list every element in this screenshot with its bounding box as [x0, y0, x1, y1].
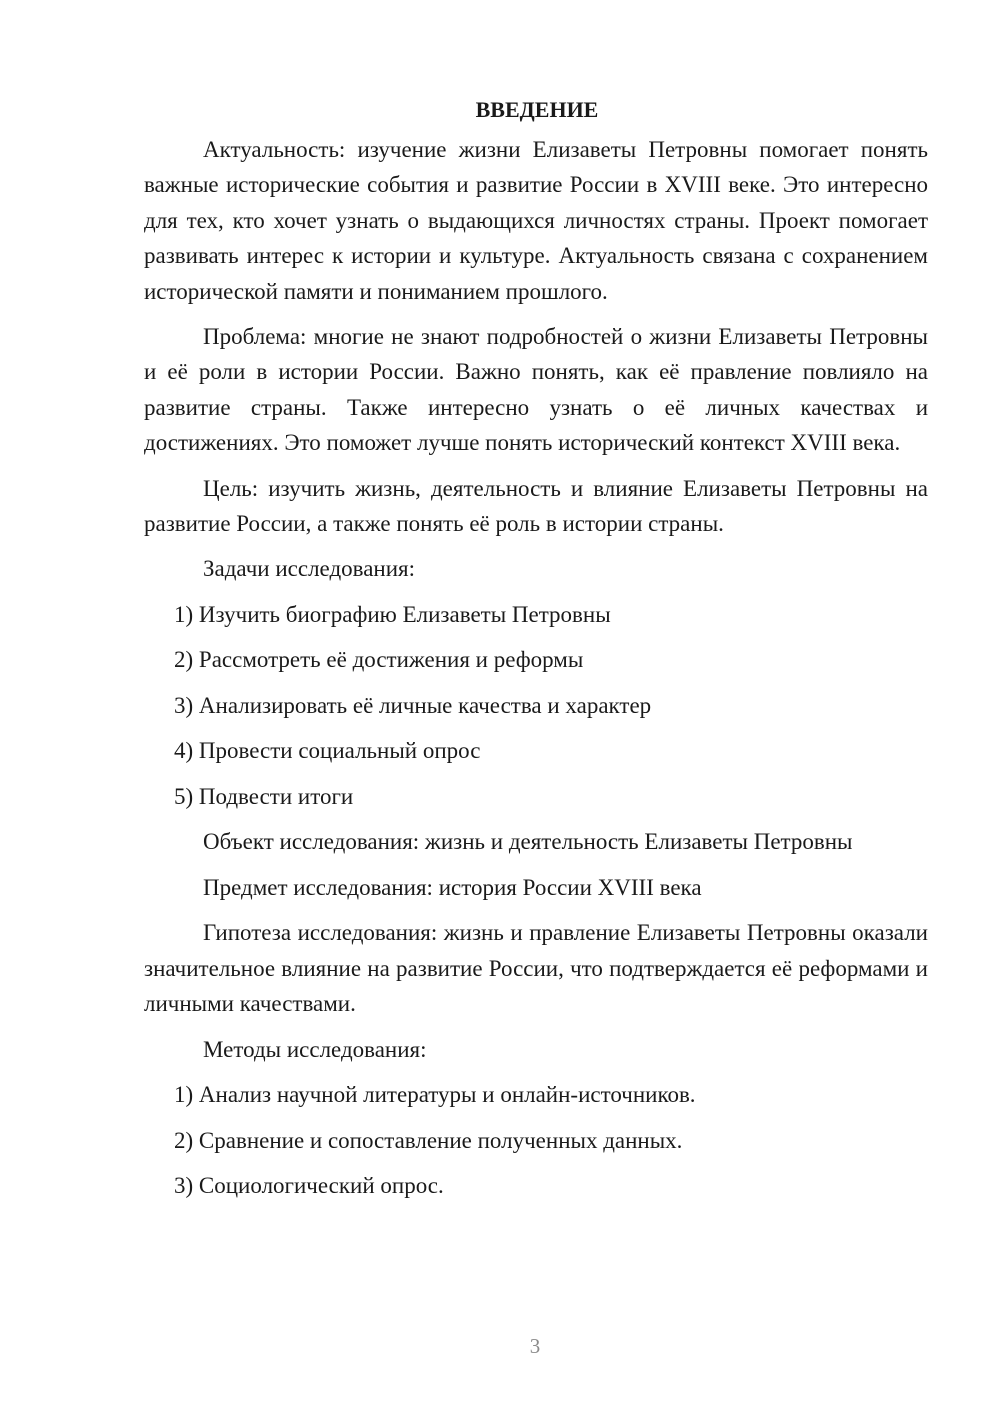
research-object: Объект исследования: жизнь и деятельность Елизаветы Петровны — [203, 829, 853, 855]
list-item: 5) Подвести итоги — [174, 783, 354, 809]
list-item: 1) Анализ научной литературы и онлайн-источников. — [174, 1082, 696, 1108]
tasks-heading: Задачи исследования: — [203, 556, 416, 582]
relevance-paragraph: Актуальность: изучение жизни Елизаветы Петровны помогает понять важные исторические события и развитие России в XVIII веке. Это интересно для тех, кто хочет узнать о выдающихся личностях страны. Проект помогает развивать интерес к истории и культуре. Актуальность связана с сохранением исторической памяти и пониманием прошлого. — [144, 137, 928, 304]
tasks-list — [144, 597, 928, 815]
list-item: 1) Изучить биографию Елизаветы Петровны — [174, 601, 611, 627]
goal-paragraph: Цель: изучить жизнь, деятельность и влияние Елизаветы Петровны на развитие России, а также понять её роль в истории страны. — [144, 475, 928, 537]
problem-paragraph: Проблема: многие не знают подробностей о жизни Елизаветы Петровны и её роли в истории России. Важно понять, как её правление повлияло на развитие страны. Также интересно узнать о её личных качествах и достижениях. Это поможет лучше понять исторический контекст XVIII века. — [144, 324, 928, 456]
methods-heading: Методы исследования: — [203, 1036, 427, 1062]
list-item: 2) Рассмотреть её достижения и реформы — [174, 647, 584, 673]
section-title: ВВЕДЕНИЕ — [475, 97, 599, 122]
page-number: 3 — [529, 1334, 541, 1358]
list-item: 4) Провести социальный опрос — [174, 738, 481, 764]
list-item: 2) Сравнение и сопоставление полученных данных. — [174, 1127, 683, 1153]
hypothesis-paragraph: Гипотеза исследования: жизнь и правление Елизаветы Петровны оказали значительное влияние на развитие России, что подтверждается её реформами и личными качествами. — [144, 920, 928, 1017]
page-content — [144, 94, 928, 1214]
list-item: 3) Анализировать её личные качества и характер — [174, 692, 652, 718]
list-item: 3) Социологический опрос. — [174, 1173, 444, 1199]
methods-list — [144, 1077, 928, 1204]
research-subject: Предмет исследования: история России XVIII века — [203, 874, 702, 900]
